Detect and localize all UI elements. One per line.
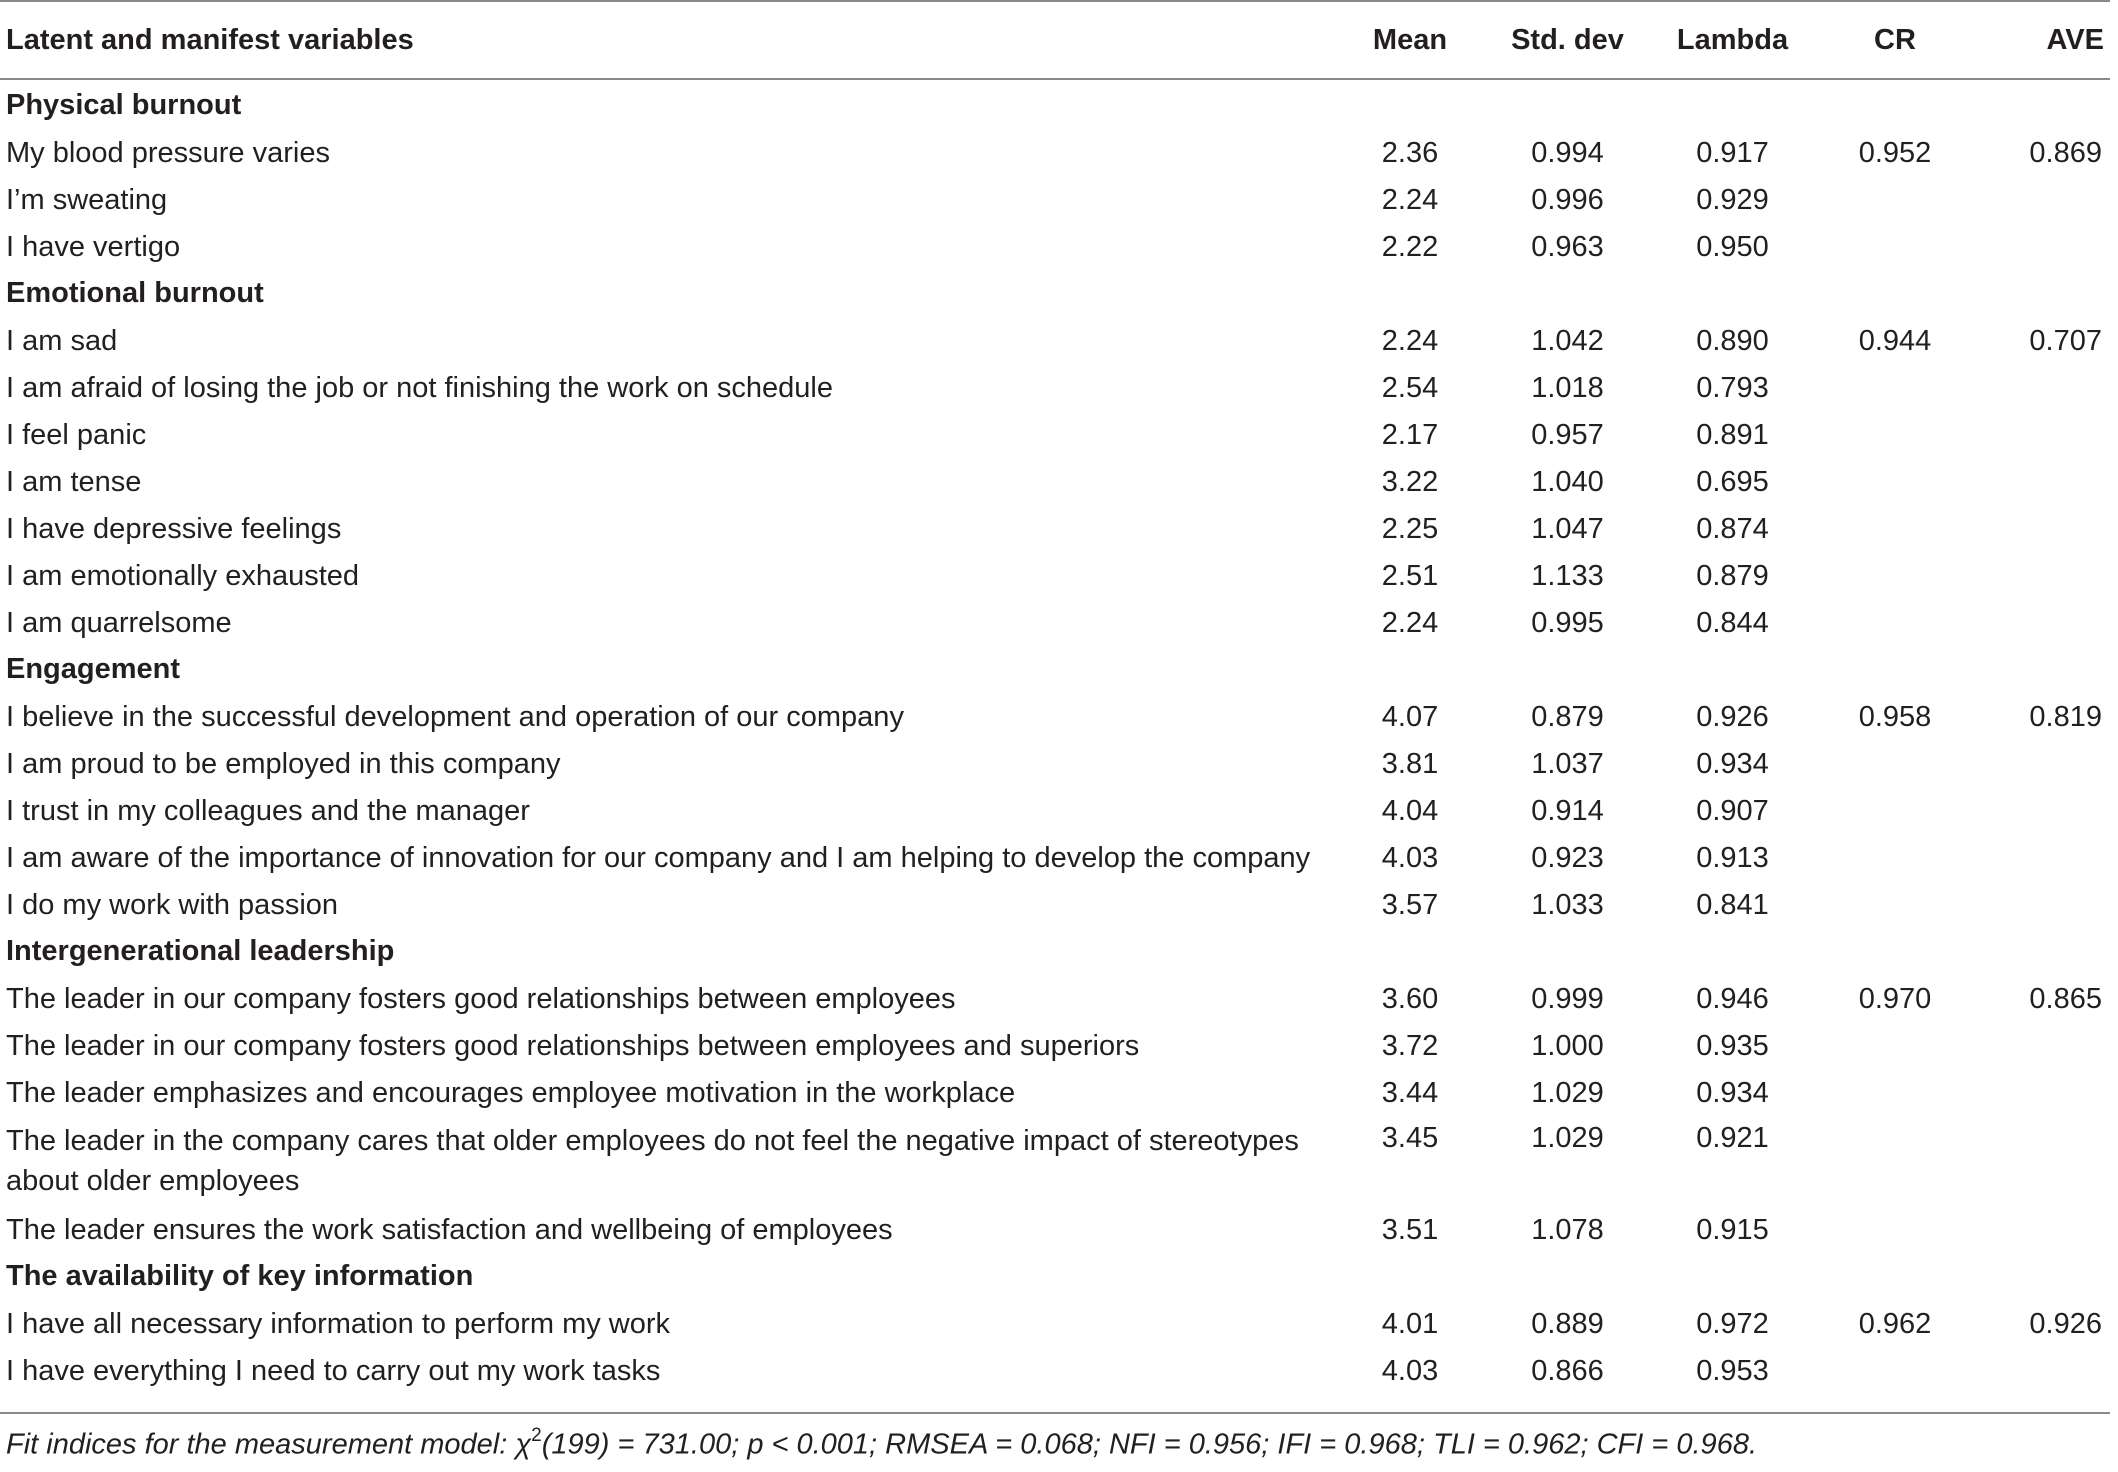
cell-lambda: 0.793 bbox=[1696, 371, 1769, 404]
cell-std-dev: 1.078 bbox=[1531, 1213, 1604, 1246]
footnote-rest: (199) = 731.00; p < 0.001; RMSEA = 0.068; NFI = 0.956; IFI = 0.968; TLI = 0.962; CFI = 0.968. bbox=[541, 1428, 1758, 1461]
table-row bbox=[0, 693, 2110, 740]
cell-mean: 4.04 bbox=[1381, 794, 1439, 827]
cell-cr bbox=[1820, 411, 1970, 458]
header-cr: CR bbox=[1820, 1, 1970, 79]
cell-cr: 0.958 bbox=[1858, 700, 1932, 733]
cell-std-dev: 0.957 bbox=[1531, 418, 1604, 451]
cell-std-dev: 0.999 bbox=[1531, 982, 1604, 1015]
cell-ave bbox=[1970, 364, 2110, 411]
header-lambda: Lambda bbox=[1645, 1, 1820, 79]
row-label: The leader emphasizes and encourages employee motivation in the workplace bbox=[6, 1076, 1016, 1109]
cell-cr bbox=[1820, 1116, 1970, 1206]
table-row bbox=[0, 223, 2110, 270]
cell-ave bbox=[1970, 411, 2110, 458]
header-variables: Latent and manifest variables bbox=[0, 1, 1330, 79]
table-row bbox=[0, 1206, 2110, 1253]
row-label: I have vertigo bbox=[6, 230, 181, 263]
table-row bbox=[0, 881, 2110, 928]
cell-mean: 4.03 bbox=[1381, 1354, 1439, 1387]
cell-lambda: 0.935 bbox=[1696, 1029, 1769, 1062]
cell-lambda: 0.953 bbox=[1696, 1354, 1769, 1387]
cell-ave bbox=[1970, 881, 2110, 928]
footnote-prefix: Fit indices for the measurement model: bbox=[6, 1428, 516, 1461]
cell-cr bbox=[1820, 176, 1970, 223]
cell-std-dev: 1.047 bbox=[1531, 512, 1604, 545]
cell-mean: 3.57 bbox=[1381, 888, 1439, 921]
table-row bbox=[0, 740, 2110, 787]
table-row bbox=[0, 1069, 2110, 1116]
cell-ave bbox=[1970, 787, 2110, 834]
cell-std-dev: 0.995 bbox=[1531, 606, 1604, 639]
cell-cr: 0.970 bbox=[1858, 982, 1932, 1015]
group-title: Physical burnout bbox=[6, 89, 242, 121]
cell-cr bbox=[1820, 1022, 1970, 1069]
cell-cr bbox=[1820, 1206, 1970, 1253]
row-label: The leader in our company fosters good relationships between employees and superiors bbox=[6, 1029, 1140, 1062]
cell-std-dev: 1.037 bbox=[1531, 747, 1604, 780]
cell-mean: 2.51 bbox=[1381, 559, 1439, 592]
cell-mean: 2.24 bbox=[1381, 324, 1439, 357]
cell-std-dev: 0.879 bbox=[1531, 700, 1604, 733]
cell-cr bbox=[1820, 1069, 1970, 1116]
row-label: The leader in our company fosters good relationships between employees bbox=[6, 982, 956, 1015]
cell-cr bbox=[1820, 505, 1970, 552]
cell-lambda: 0.929 bbox=[1696, 183, 1769, 216]
row-label: I am quarrelsome bbox=[6, 606, 232, 639]
cell-mean: 2.54 bbox=[1381, 371, 1439, 404]
group-row bbox=[0, 79, 2110, 129]
row-label: I am sad bbox=[6, 324, 118, 357]
cell-cr bbox=[1820, 787, 1970, 834]
header-std-dev: Std. dev bbox=[1490, 1, 1645, 79]
group-row bbox=[0, 1253, 2110, 1300]
cell-mean: 2.24 bbox=[1381, 183, 1439, 216]
group-title: The availability of key information bbox=[6, 1260, 474, 1292]
cell-cr bbox=[1820, 740, 1970, 787]
cell-cr bbox=[1820, 1347, 1970, 1394]
group-row bbox=[0, 646, 2110, 693]
table-row bbox=[0, 129, 2110, 176]
table-row bbox=[0, 787, 2110, 834]
cell-lambda: 0.934 bbox=[1696, 1076, 1769, 1109]
table-row bbox=[0, 411, 2110, 458]
cell-std-dev: 0.963 bbox=[1531, 230, 1604, 263]
cell-ave bbox=[1970, 740, 2110, 787]
cell-lambda: 0.844 bbox=[1696, 606, 1769, 639]
cell-lambda: 0.917 bbox=[1696, 136, 1769, 169]
row-label: I have everything I need to carry out my work tasks bbox=[6, 1354, 661, 1387]
cell-ave: 0.865 bbox=[2029, 982, 2102, 1015]
cell-std-dev: 1.042 bbox=[1531, 324, 1604, 357]
cell-ave bbox=[1970, 223, 2110, 270]
cell-ave: 0.819 bbox=[2029, 700, 2102, 733]
cell-ave: 0.707 bbox=[2029, 324, 2102, 357]
cell-cr bbox=[1820, 599, 1970, 646]
row-label: I believe in the successful development and operation of our company bbox=[6, 700, 904, 733]
cell-std-dev: 1.029 bbox=[1531, 1122, 1604, 1154]
cell-lambda: 0.934 bbox=[1696, 747, 1769, 780]
row-label: I am aware of the importance of innovation for our company and I am helping to develop the company bbox=[6, 841, 1311, 874]
cell-cr bbox=[1820, 834, 1970, 881]
cell-ave bbox=[1970, 1069, 2110, 1116]
cell-ave bbox=[1970, 505, 2110, 552]
row-label: I have depressive feelings bbox=[6, 512, 342, 545]
cell-mean: 3.44 bbox=[1381, 1076, 1439, 1109]
cell-ave bbox=[1970, 1116, 2110, 1206]
cell-lambda: 0.972 bbox=[1696, 1307, 1769, 1340]
cell-mean: 3.72 bbox=[1381, 1029, 1439, 1062]
cell-ave bbox=[1970, 1206, 2110, 1253]
group-title: Engagement bbox=[6, 653, 181, 685]
cell-lambda: 0.915 bbox=[1696, 1213, 1769, 1246]
footnote-superscript: 2 bbox=[531, 1425, 542, 1446]
cell-ave bbox=[1970, 1022, 2110, 1069]
cell-mean: 3.81 bbox=[1381, 747, 1439, 780]
cell-std-dev: 1.033 bbox=[1531, 888, 1604, 921]
cell-ave bbox=[1970, 1347, 2110, 1394]
row-label: I am emotionally exhausted bbox=[6, 559, 360, 592]
table-bottom-rule bbox=[0, 1394, 2110, 1413]
cell-std-dev: 0.994 bbox=[1531, 136, 1604, 169]
footnote-chi: χ bbox=[515, 1428, 532, 1461]
group-row bbox=[0, 270, 2110, 317]
row-label: I trust in my colleagues and the manager bbox=[6, 794, 530, 827]
cell-ave bbox=[1970, 458, 2110, 505]
cell-std-dev: 0.996 bbox=[1531, 183, 1604, 216]
cell-cr bbox=[1820, 881, 1970, 928]
cell-lambda: 0.946 bbox=[1696, 982, 1769, 1015]
row-label: I am tense bbox=[6, 465, 142, 498]
cell-lambda: 0.841 bbox=[1696, 888, 1769, 921]
cell-lambda: 0.950 bbox=[1696, 230, 1769, 263]
cell-ave bbox=[1970, 834, 2110, 881]
cell-cr bbox=[1820, 364, 1970, 411]
row-label: I am proud to be employed in this company bbox=[6, 747, 561, 780]
cell-cr: 0.962 bbox=[1858, 1307, 1932, 1340]
cell-cr bbox=[1820, 552, 1970, 599]
cell-mean: 2.24 bbox=[1381, 606, 1439, 639]
cell-std-dev: 1.018 bbox=[1531, 371, 1604, 404]
header-mean: Mean bbox=[1330, 1, 1490, 79]
table-row bbox=[0, 552, 2110, 599]
row-label: I’m sweating bbox=[6, 183, 168, 216]
table-row bbox=[0, 599, 2110, 646]
cell-mean: 3.22 bbox=[1381, 465, 1439, 498]
row-label: I feel panic bbox=[6, 418, 147, 451]
cell-lambda: 0.913 bbox=[1696, 841, 1769, 874]
cell-ave: 0.869 bbox=[2029, 136, 2102, 169]
row-label: I am afraid of losing the job or not finishing the work on schedule bbox=[6, 371, 833, 404]
table-row bbox=[0, 1347, 2110, 1394]
cell-std-dev: 1.040 bbox=[1531, 465, 1604, 498]
cell-std-dev: 1.133 bbox=[1531, 559, 1604, 592]
cell-ave bbox=[1970, 176, 2110, 223]
cell-cr bbox=[1820, 223, 1970, 270]
table-header-row bbox=[0, 1, 2110, 79]
cell-mean: 2.22 bbox=[1381, 230, 1439, 263]
cell-mean: 4.01 bbox=[1381, 1307, 1439, 1340]
cell-mean: 3.45 bbox=[1381, 1122, 1439, 1154]
cell-lambda: 0.921 bbox=[1696, 1122, 1769, 1154]
cell-std-dev: 1.029 bbox=[1531, 1076, 1604, 1109]
cell-mean: 4.07 bbox=[1381, 700, 1439, 733]
row-label: I have all necessary information to perform my work bbox=[6, 1307, 671, 1340]
table-row bbox=[0, 1116, 2110, 1206]
cell-ave: 0.926 bbox=[2029, 1307, 2102, 1340]
cell-ave bbox=[1970, 552, 2110, 599]
row-label: I do my work with passion bbox=[6, 888, 339, 921]
cell-std-dev: 0.866 bbox=[1531, 1354, 1604, 1387]
cell-std-dev: 0.914 bbox=[1531, 794, 1604, 827]
cell-cr: 0.944 bbox=[1858, 324, 1932, 357]
table-row bbox=[0, 176, 2110, 223]
cell-ave bbox=[1970, 599, 2110, 646]
header-ave: AVE bbox=[1970, 1, 2110, 79]
group-title: Intergenerational leadership bbox=[6, 935, 395, 967]
table-row bbox=[0, 458, 2110, 505]
table-row bbox=[0, 364, 2110, 411]
cell-lambda: 0.891 bbox=[1696, 418, 1769, 451]
cell-mean: 2.25 bbox=[1381, 512, 1439, 545]
cell-std-dev: 0.923 bbox=[1531, 841, 1604, 874]
table-body bbox=[0, 79, 2110, 1394]
cell-lambda: 0.695 bbox=[1696, 465, 1769, 498]
group-row bbox=[0, 928, 2110, 975]
table-row bbox=[0, 1022, 2110, 1069]
table-row bbox=[0, 1300, 2110, 1347]
row-label: The leader ensures the work satisfaction and wellbeing of employees bbox=[6, 1213, 893, 1246]
row-label: My blood pressure varies bbox=[6, 136, 330, 169]
cell-mean: 2.17 bbox=[1381, 418, 1439, 451]
cell-std-dev: 1.000 bbox=[1531, 1029, 1604, 1062]
cell-mean: 4.03 bbox=[1381, 841, 1439, 874]
table-row bbox=[0, 317, 2110, 364]
table-row bbox=[0, 834, 2110, 881]
cell-lambda: 0.890 bbox=[1696, 324, 1769, 357]
group-title: Emotional burnout bbox=[6, 277, 264, 309]
cell-mean: 3.60 bbox=[1381, 982, 1439, 1015]
cell-cr bbox=[1820, 458, 1970, 505]
table-row bbox=[0, 975, 2110, 1022]
cell-cr: 0.952 bbox=[1858, 136, 1932, 169]
table-row bbox=[0, 505, 2110, 552]
cell-lambda: 0.926 bbox=[1696, 700, 1769, 733]
cell-std-dev: 0.889 bbox=[1531, 1307, 1604, 1340]
cell-mean: 2.36 bbox=[1381, 136, 1439, 169]
cell-lambda: 0.907 bbox=[1696, 794, 1769, 827]
cell-mean: 3.51 bbox=[1381, 1213, 1439, 1246]
table-footnote bbox=[6, 1427, 1757, 1462]
row-label: The leader in the company cares that older employees do not feel the negative impact of stereotypes about older employees bbox=[6, 1125, 1299, 1197]
cell-lambda: 0.874 bbox=[1696, 512, 1769, 545]
cell-lambda: 0.879 bbox=[1696, 559, 1769, 592]
